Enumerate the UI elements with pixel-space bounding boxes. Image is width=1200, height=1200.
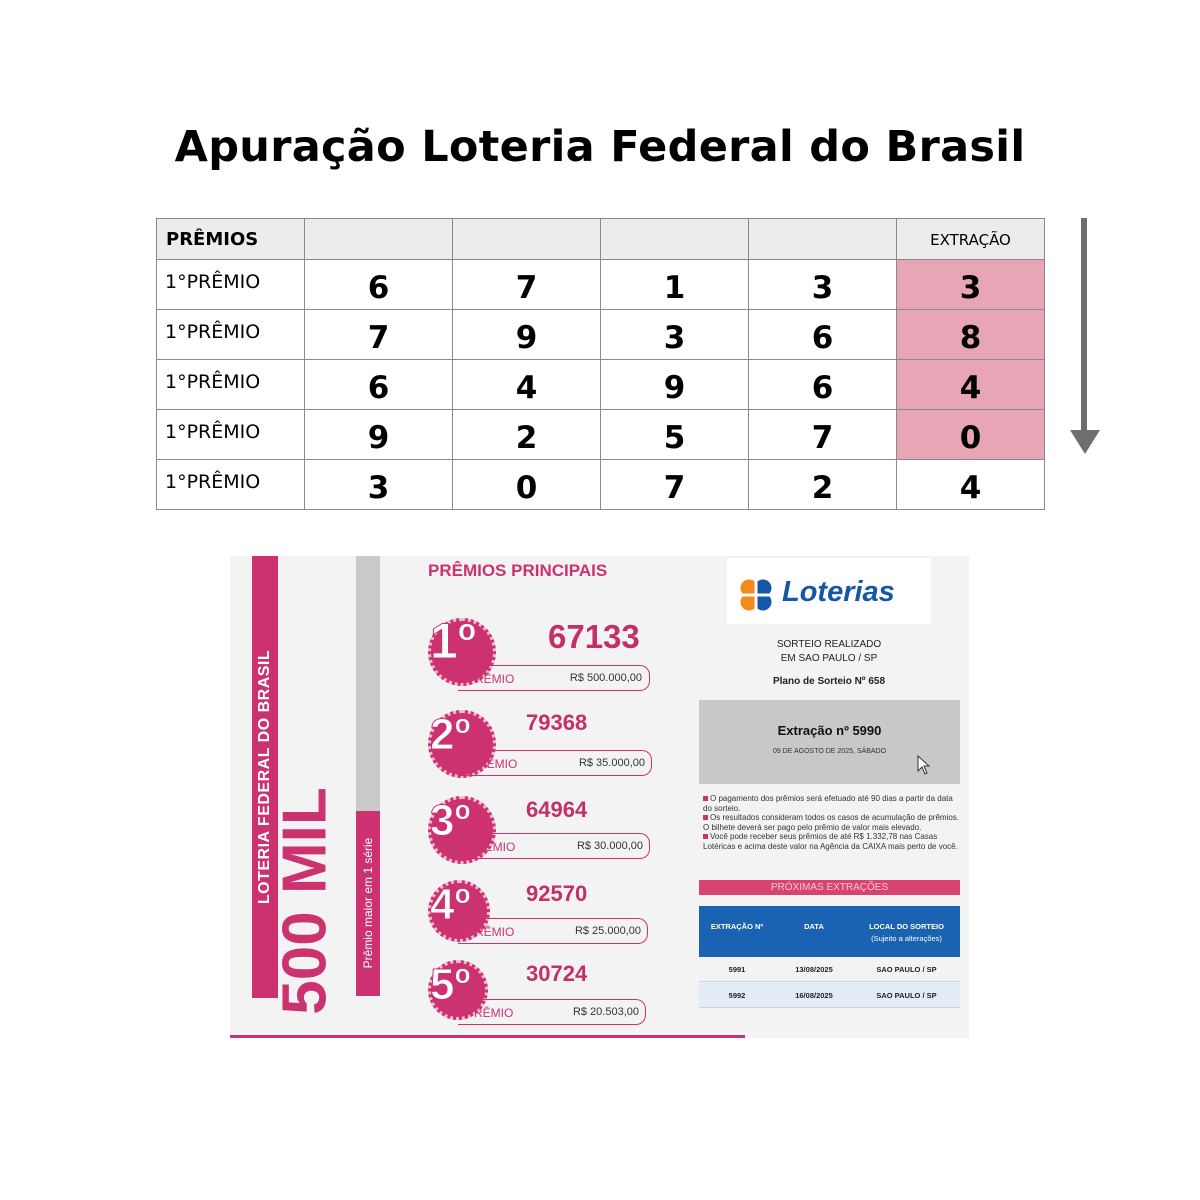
digit-cell: 3 xyxy=(749,260,897,310)
row-label: 1°PRÊMIO xyxy=(157,460,305,510)
digit-cell: 7 xyxy=(749,410,897,460)
table-row xyxy=(157,460,1045,510)
extraction-date: 09 DE AGOSTO DE 2025, SÁBADO xyxy=(772,748,887,755)
digit-cell: 7 xyxy=(453,260,601,310)
prize-block-1 xyxy=(428,613,650,698)
bullet-square-icon xyxy=(703,796,708,801)
prize-ordinal: 1º xyxy=(430,613,477,669)
extraction-digit-highlighted: 3 xyxy=(897,260,1045,310)
digit-cell: 9 xyxy=(305,410,453,460)
digit-cell: 6 xyxy=(749,310,897,360)
table-row xyxy=(157,360,1045,410)
bullet-square-icon xyxy=(703,834,708,839)
row-label: 1°PRÊMIO xyxy=(157,260,305,310)
table-row xyxy=(157,410,1045,460)
prize-value: R$ 30.000,00 xyxy=(576,840,643,852)
prize-label: PRÊMIO xyxy=(467,925,515,939)
loterias-logo xyxy=(727,558,931,624)
note-item xyxy=(703,794,961,813)
digit-cell: 7 xyxy=(305,310,453,360)
logo-text: Loterias xyxy=(782,576,895,608)
digit-cell: 6 xyxy=(305,260,453,310)
table-row xyxy=(157,260,1045,310)
digit-cell: 1 xyxy=(601,260,749,310)
prize-ordinal: 3º xyxy=(430,796,471,845)
header-premios: PRÊMIOS xyxy=(157,219,305,260)
clover-icon xyxy=(737,576,775,614)
table-row xyxy=(699,983,960,1008)
prize-label: PRÊMIO xyxy=(467,672,515,686)
schedule-col-number: EXTRAÇÃO Nº xyxy=(710,922,764,931)
extraction-digit-highlighted: 4 xyxy=(897,360,1045,410)
results-table xyxy=(156,218,1045,510)
prize-ordinal: 4º xyxy=(430,880,471,929)
schedule-header xyxy=(699,906,960,957)
schedule-place: SAO PAULO / SP xyxy=(876,965,937,974)
note-text: O pagamento dos prêmios será efetuado até 90 dias a partir da data do sorteio. xyxy=(703,794,953,813)
row-label: 1°PRÊMIO xyxy=(157,410,305,460)
mouse-cursor-icon xyxy=(917,755,931,775)
prize-block-2 xyxy=(428,710,650,790)
side-note: Prêmio maior em 1 série xyxy=(361,837,375,969)
prize-number: 67133 xyxy=(548,618,640,655)
prize-label: PRÊMIO xyxy=(468,840,516,854)
extraction-digit-highlighted: 0 xyxy=(897,410,1045,460)
digit-cell: 4 xyxy=(453,360,601,410)
band-title: LOTERIA FEDERAL DO BRASIL xyxy=(256,649,273,905)
page-title: Apuração Loteria Federal do Brasil xyxy=(174,122,1026,172)
big-prize-text: 500 MIL xyxy=(270,787,340,1015)
schedule-number: 5991 xyxy=(728,965,746,974)
digit-cell: 7 xyxy=(601,460,749,510)
row-label: 1°PRÊMIO xyxy=(157,360,305,410)
digit-cell: 0 xyxy=(453,460,601,510)
schedule-col-date: DATA xyxy=(804,922,824,931)
schedule-number: 5992 xyxy=(728,991,746,1000)
prize-number: 30724 xyxy=(526,961,588,986)
extraction-title: Extração nº 5990 xyxy=(777,723,882,738)
header-empty-cell xyxy=(453,219,601,260)
notes-block xyxy=(703,794,961,852)
digit-cell: 5 xyxy=(601,410,749,460)
next-extractions-title: PRÓXIMAS EXTRAÇÕES xyxy=(699,880,960,895)
prize-number: 79368 xyxy=(526,710,588,735)
bullet-square-icon xyxy=(703,815,708,820)
draw-location xyxy=(700,638,958,666)
extraction-box xyxy=(699,700,960,784)
bottom-accent-bar xyxy=(230,1035,745,1038)
lottery-result-slip xyxy=(230,556,969,1038)
draw-plan: Plano de Sorteio Nº 658 xyxy=(772,676,886,687)
note-item xyxy=(703,832,961,851)
down-arrow-icon xyxy=(1070,218,1100,456)
prize-label: PRÊMIO xyxy=(470,757,518,771)
prize-label: PRÊMIO xyxy=(466,1006,514,1020)
schedule-col-place: LOCAL DO SORTEIO xyxy=(869,922,944,931)
prize-block-3 xyxy=(428,796,650,876)
draw-location-line2: EM SAO PAULO / SP xyxy=(780,653,878,664)
digit-cell: 6 xyxy=(305,360,453,410)
prize-block-4 xyxy=(428,880,650,960)
digit-cell: 2 xyxy=(749,460,897,510)
header-empty-cell xyxy=(601,219,749,260)
prize-value: R$ 35.000,00 xyxy=(578,757,645,769)
digit-cell: 3 xyxy=(601,310,749,360)
digit-cell: 3 xyxy=(305,460,453,510)
header-empty-cell xyxy=(305,219,453,260)
table-row xyxy=(699,957,960,982)
table-row xyxy=(157,310,1045,360)
prize-ordinal: 5º xyxy=(430,960,471,1009)
digit-cell: 2 xyxy=(453,410,601,460)
note-item xyxy=(703,813,961,832)
digit-cell: 9 xyxy=(453,310,601,360)
schedule-date: 13/08/2025 xyxy=(795,965,833,974)
prize-block-5 xyxy=(428,960,650,1038)
prize-number: 64964 xyxy=(526,797,588,822)
schedule-date: 16/08/2025 xyxy=(795,991,833,1000)
prize-value: R$ 500.000,00 xyxy=(569,672,642,684)
prize-value: R$ 20.503,00 xyxy=(572,1006,639,1018)
header-empty-cell xyxy=(749,219,897,260)
schedule-place: SAO PAULO / SP xyxy=(876,991,937,1000)
note-text: Os resultados consideram todos os casos de acumulação de prêmios. O bilhete deverá ser pago pelo prêmio de valor mais elevado. xyxy=(703,813,960,832)
row-label: 1°PRÊMIO xyxy=(157,310,305,360)
digit-cell: 6 xyxy=(749,360,897,410)
schedule-col-place-note: (Sujeito a alterações) xyxy=(871,934,942,943)
table-header-row xyxy=(157,219,1045,260)
extraction-digit-highlighted: 8 xyxy=(897,310,1045,360)
digit-cell: 9 xyxy=(601,360,749,410)
prize-ordinal: 2º xyxy=(430,710,471,759)
draw-location-line1: SORTEIO REALIZADO xyxy=(776,639,882,650)
extraction-digit: 4 xyxy=(897,460,1045,510)
note-text: Você pode receber seus prêmios de até R$ 1.332,78 nas Casas Lotéricas e acima deste valor na Agência da CAIXA mais perto de você. xyxy=(703,832,958,851)
main-prizes-title: PRÊMIOS PRINCIPAIS xyxy=(428,561,608,580)
gray-strip xyxy=(356,556,380,811)
prize-value: R$ 25.000,00 xyxy=(574,925,641,937)
prize-number: 92570 xyxy=(526,881,588,906)
header-extracao: EXTRAÇÃO xyxy=(897,219,1045,260)
